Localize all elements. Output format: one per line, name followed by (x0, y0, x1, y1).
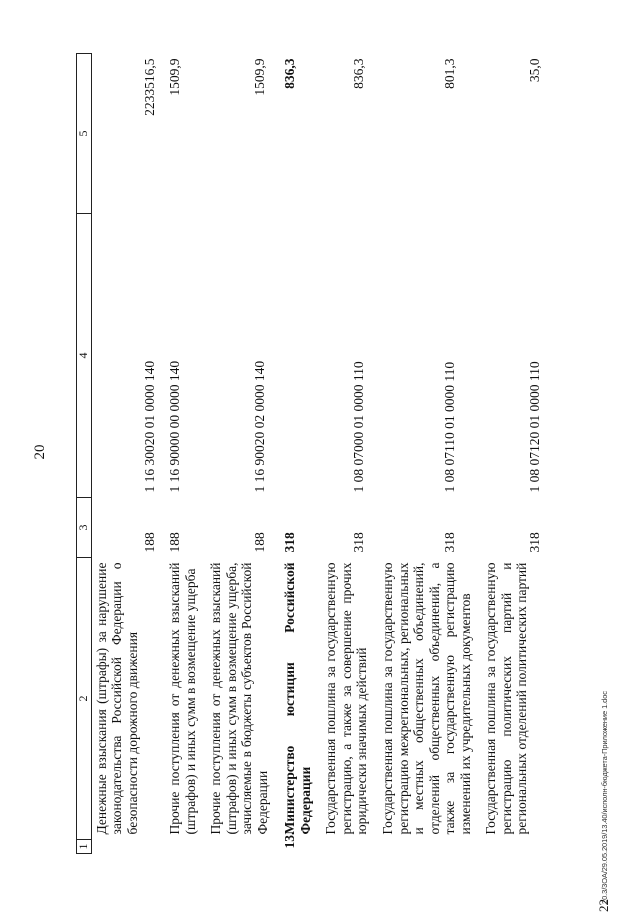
row-budget-code: 1 16 90000 00 0000 140 (167, 360, 183, 493)
row-admin-code: 318 (527, 532, 543, 553)
row-spacer (473, 54, 483, 854)
row-budget-code: 1 08 07120 01 0000 110 (527, 361, 543, 493)
row-number (167, 840, 198, 854)
row-number (323, 840, 370, 854)
row-amount: 836,3 (282, 58, 298, 89)
row-amount: 836,3 (351, 58, 367, 89)
row-number (208, 840, 270, 854)
row-number (483, 840, 543, 854)
row-budget-code: 1 16 30020 01 0000 140 (141, 360, 157, 493)
row-amount: 801,3 (441, 58, 457, 89)
table-row (380, 54, 473, 854)
row-name: Министерство юстиции Российской Федерации (282, 562, 313, 835)
row-budget-code: 1 08 07000 01 0000 110 (351, 361, 367, 493)
row-spacer (157, 54, 167, 854)
row-admin-code: 318 (351, 532, 367, 553)
row-admin-code: 318 (441, 532, 457, 553)
row-budget-code: 1 16 90020 02 0000 140 (252, 360, 268, 493)
row-spacer (370, 54, 380, 854)
row-name: Государственная пошлина за государственную регистрацию, а также за совершение прочих юридически значимых действий (323, 562, 370, 835)
header-col-4: 4 (77, 214, 92, 498)
row-amount: 1509,9 (252, 58, 268, 96)
row-budget-code: 1 08 07110 01 0000 110 (441, 361, 457, 493)
table-row (323, 54, 370, 854)
row-admin-code: 188 (167, 532, 183, 553)
row-admin-code: 318 (282, 532, 298, 553)
header-col-2: 2 (77, 558, 92, 840)
row-number (380, 840, 473, 854)
row-name: Денежные взыскания (штрафы) за нарушение законодательства Российской Федерации о безопасности дорожного движения (93, 562, 140, 835)
file-reference: 20.3/3ОА/29.05.2019/13.40/исполн-бюджета-Приложение 1.doc (600, 691, 609, 904)
row-admin-code: 188 (252, 532, 268, 553)
table-row (167, 54, 198, 854)
table-row (208, 54, 270, 854)
table-header-row (77, 54, 92, 854)
margin-page-mark: 22 (596, 899, 611, 912)
row-admin-code: 188 (141, 532, 157, 553)
revenue-table (76, 53, 543, 854)
row-spacer (198, 54, 208, 854)
row-name: Прочие поступления от денежных взысканий (штрафов) и иных сумм в возмещение ущерба, зачисляемые в бюджеты субъектов Российской Федерации (208, 562, 270, 835)
row-name: Прочие поступления от денежных взысканий (штрафов) и иных сумм в возмещение ущерба (167, 562, 198, 835)
page-number: 20 (32, 444, 48, 460)
row-spacer (313, 54, 323, 854)
row-budget-code (270, 214, 313, 498)
table-row (91, 54, 157, 854)
row-amount: 2233516,5 (141, 58, 157, 116)
table-row-ministry (270, 54, 313, 854)
row-amount: 1509,9 (167, 58, 183, 96)
header-col-1: 1 (77, 840, 92, 854)
row-number: 13. (282, 831, 298, 849)
row-name: Государственная пошлина за государственную регистрацию межрегиональных, региональных и местных общественных объединений, отделений общественных объединений, а также за государственную регистрацию изменений их учредительных документов (379, 562, 473, 835)
header-col-3: 3 (77, 498, 92, 558)
row-number (91, 840, 157, 854)
table-row (483, 54, 543, 854)
row-amount: 35,0 (527, 58, 543, 83)
row-name: Государственная пошлина за государственную регистрацию политических партий и региональных отделений политических партий (483, 562, 530, 835)
header-col-5: 5 (77, 54, 92, 214)
